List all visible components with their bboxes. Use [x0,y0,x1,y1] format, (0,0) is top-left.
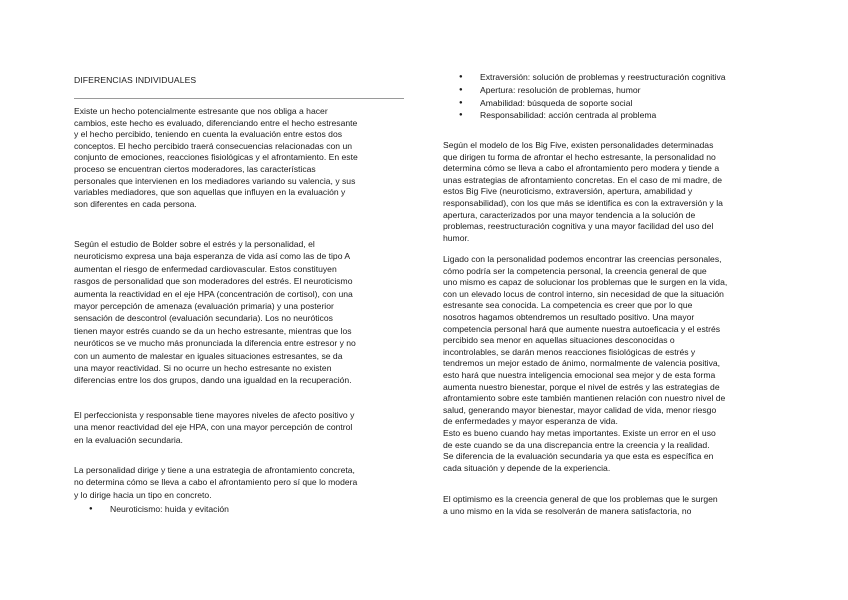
text-line: unas estrategias de afrontamiento concretas. En el caso de mi madre, de [443,174,722,185]
text-line: proceso se encuentran ciertos moderadores, las características [74,163,316,174]
text-line: cada situación y depende de la experiencia. [443,462,611,473]
text-line: que dirigen tu forma de afrontar el hecho estresante, la personalidad no [443,151,716,162]
text-line: variables mediadores, que son aquellas que influyen en la evaluación y [74,187,346,198]
text-line: con un elevado locus de control interno, sin necesidad de que la situación [443,288,724,299]
text-line: tienen mayor estrés cuando se da un hecho estresante, mientras que los [74,325,352,336]
right-paragraph-big-five [443,140,723,244]
text-line: salud, generando mayor bienestar, mayor calidad de vida, menor riesgo [443,404,717,415]
text-line: aumenta nuestro bienestar, porque el nivel de estrés y las estrategias de [443,381,720,392]
text-line: Existe un hecho potencialmente estresante que nos obliga a hacer [74,106,328,116]
text-line: y el hecho percibido, teniendo en cuenta la evaluación entre estos dos [74,129,343,140]
text-line: La personalidad dirige y tiene a una estrategia de afrontamiento concreta, [74,465,355,475]
text-line: conceptos. El hecho percibido traerá consecuencias relacionadas con un [74,140,353,151]
left-paragraph-bolder [74,238,356,387]
list-item: ● Neuroticismo: huida y evitación [89,503,229,516]
list-item: ● Extraversión: solución de problemas y reestructuración cognitiva [459,71,726,84]
text-line: a uno mismo en la vida se resolverán de manera satisfactoria, no [443,505,692,516]
text-line: afrontamiento sobre este también mantienen relación con nuestro nivel de [443,393,726,404]
text-line: aumentan el riesgo de enfermedad cardiovascular. Estos constituyen [74,263,337,274]
text-line: y lo dirige hacia un tipo en concreto. [74,489,212,500]
text-line: una menor reactividad del eje HPA, con una mayor percepción de control [74,422,353,433]
list-item: ● Responsabilidad: acción centrada al problema [459,109,726,122]
text-line: humor. [443,232,470,243]
left-paragraph-personality [74,464,357,501]
text-line: apertura, caracterizados por una mayor tendencia a la solución de [443,209,696,220]
text-line: son diferentes en cada persona. [74,198,197,209]
text-line: competencia personal hará que aumente nuestra autoeficacia y el estrés [443,323,721,334]
text-line: diferencias entre los dos grupos, dando una igualdad en la recuperación. [74,375,352,386]
right-paragraph-beliefs [443,254,727,474]
text-line: con un aumento de malestar en iguales situaciones estresantes, se da [74,350,343,361]
text-line: neuroticismo expresa una baja esperanza de vida así como las de tipo A [74,251,351,262]
text-line: neuróticos se ve mucho más pronunciada la diferencia entre estresor y no [74,338,356,349]
text-line: estos Big Five (neuroticismo, extraversión, apertura, amabilidad y [443,186,693,197]
list-item: ● Amabilidad: búsqueda de soporte social [459,97,726,110]
text-line: Se diferencia de la evaluación secundaria ya que esta es específica en [443,451,714,462]
left-paragraph-intro [74,106,358,210]
text-line: determina cómo se lleva a cabo el afrontamiento pero modera y tiende a [443,163,720,174]
text-line: una mayor reactividad. Si no ocurre un hecho estresante no existen [74,363,332,374]
text-line: de enfermedades y mayor esperanza de vida. [443,416,618,427]
text-line: sensación de descontrol (evaluación secundaria). Los no neuróticos [74,313,333,324]
text-line: esto hará que nuestra inteligencia emocional sea mejor y de esta forma [443,369,716,380]
list-item: ● Apertura: resolución de problemas, humor [459,84,726,97]
text-line: estresante sea conocida. La competencia es creer que por lo que [443,300,693,311]
title-divider [74,98,404,99]
text-line: percibido sea menor en aquellas situaciones desconocidas o [443,335,675,346]
text-line: Ligado con la personalidad podemos encontrar las creencias personales, [443,254,722,264]
text-line: responsabilidad), con los que más se identifica es con la extraversión y la [443,197,723,208]
text-line: nosotros hagamos obtendremos un resultado positivo. Una mayor [443,311,695,322]
left-paragraph-perfectionist [74,409,354,446]
text-line: conjunto de emociones, reacciones fisiológicas y el afrontamiento. En este [74,152,358,163]
text-line: no determina cómo se lleva a cabo el afrontamiento pero sí que lo modera [74,477,358,488]
text-line: mayor percepción de amenaza (evaluación primaria) y una posterior [74,301,334,312]
text-line: personales que intervienen en los mediadores variando su valencia, y sus [74,175,356,186]
left-bullet-list [89,503,229,516]
text-line: Según el estudio de Bolder sobre el estrés y la personalidad, el [74,239,315,249]
text-line: Esto es bueno cuando hay metas importantes. Existe un error en el uso [443,427,716,438]
text-line: problemas, reestructuración cognitiva y una mayor facilidad del uso del [443,221,714,232]
text-line: cómo podría ser la competencia personal, la creencia general de que [443,265,707,276]
right-bullet-list [459,71,726,122]
text-line: tendremos un mejor estado de ánimo, normalmente de valencia positiva, [443,358,721,369]
text-line: El perfeccionista y responsable tiene mayores niveles de afecto positivo y [74,410,355,420]
text-line: cambios, este hecho es evaluado, diferenciando entre el hecho estresante [74,117,358,128]
text-line: El optimismo es la creencia general de que los problemas que le surgen [443,494,718,504]
page-title: DIFERENCIAS INDIVIDUALES [74,75,197,85]
text-line: uno mismo es capaz de solucionar los problemas que le surgen en la vida, [443,277,728,288]
text-line: aumenta la reactividad en el eje HPA (concentración de cortisol), con una [74,288,353,299]
text-line: en la evaluación secundaria. [74,434,183,445]
text-line: rasgos de personalidad que son moderadores del estrés. El neuroticismo [74,276,353,287]
text-line: de este cuando se da una discrepancia entre la creencia y la realidad. [443,439,710,450]
text-line: incontrolables, se darán menos reacciones fisiológicas de estrés y [443,346,696,357]
right-paragraph-optimism [443,494,718,517]
text-line: Según el modelo de los Big Five, existen personalidades determinadas [443,140,714,150]
